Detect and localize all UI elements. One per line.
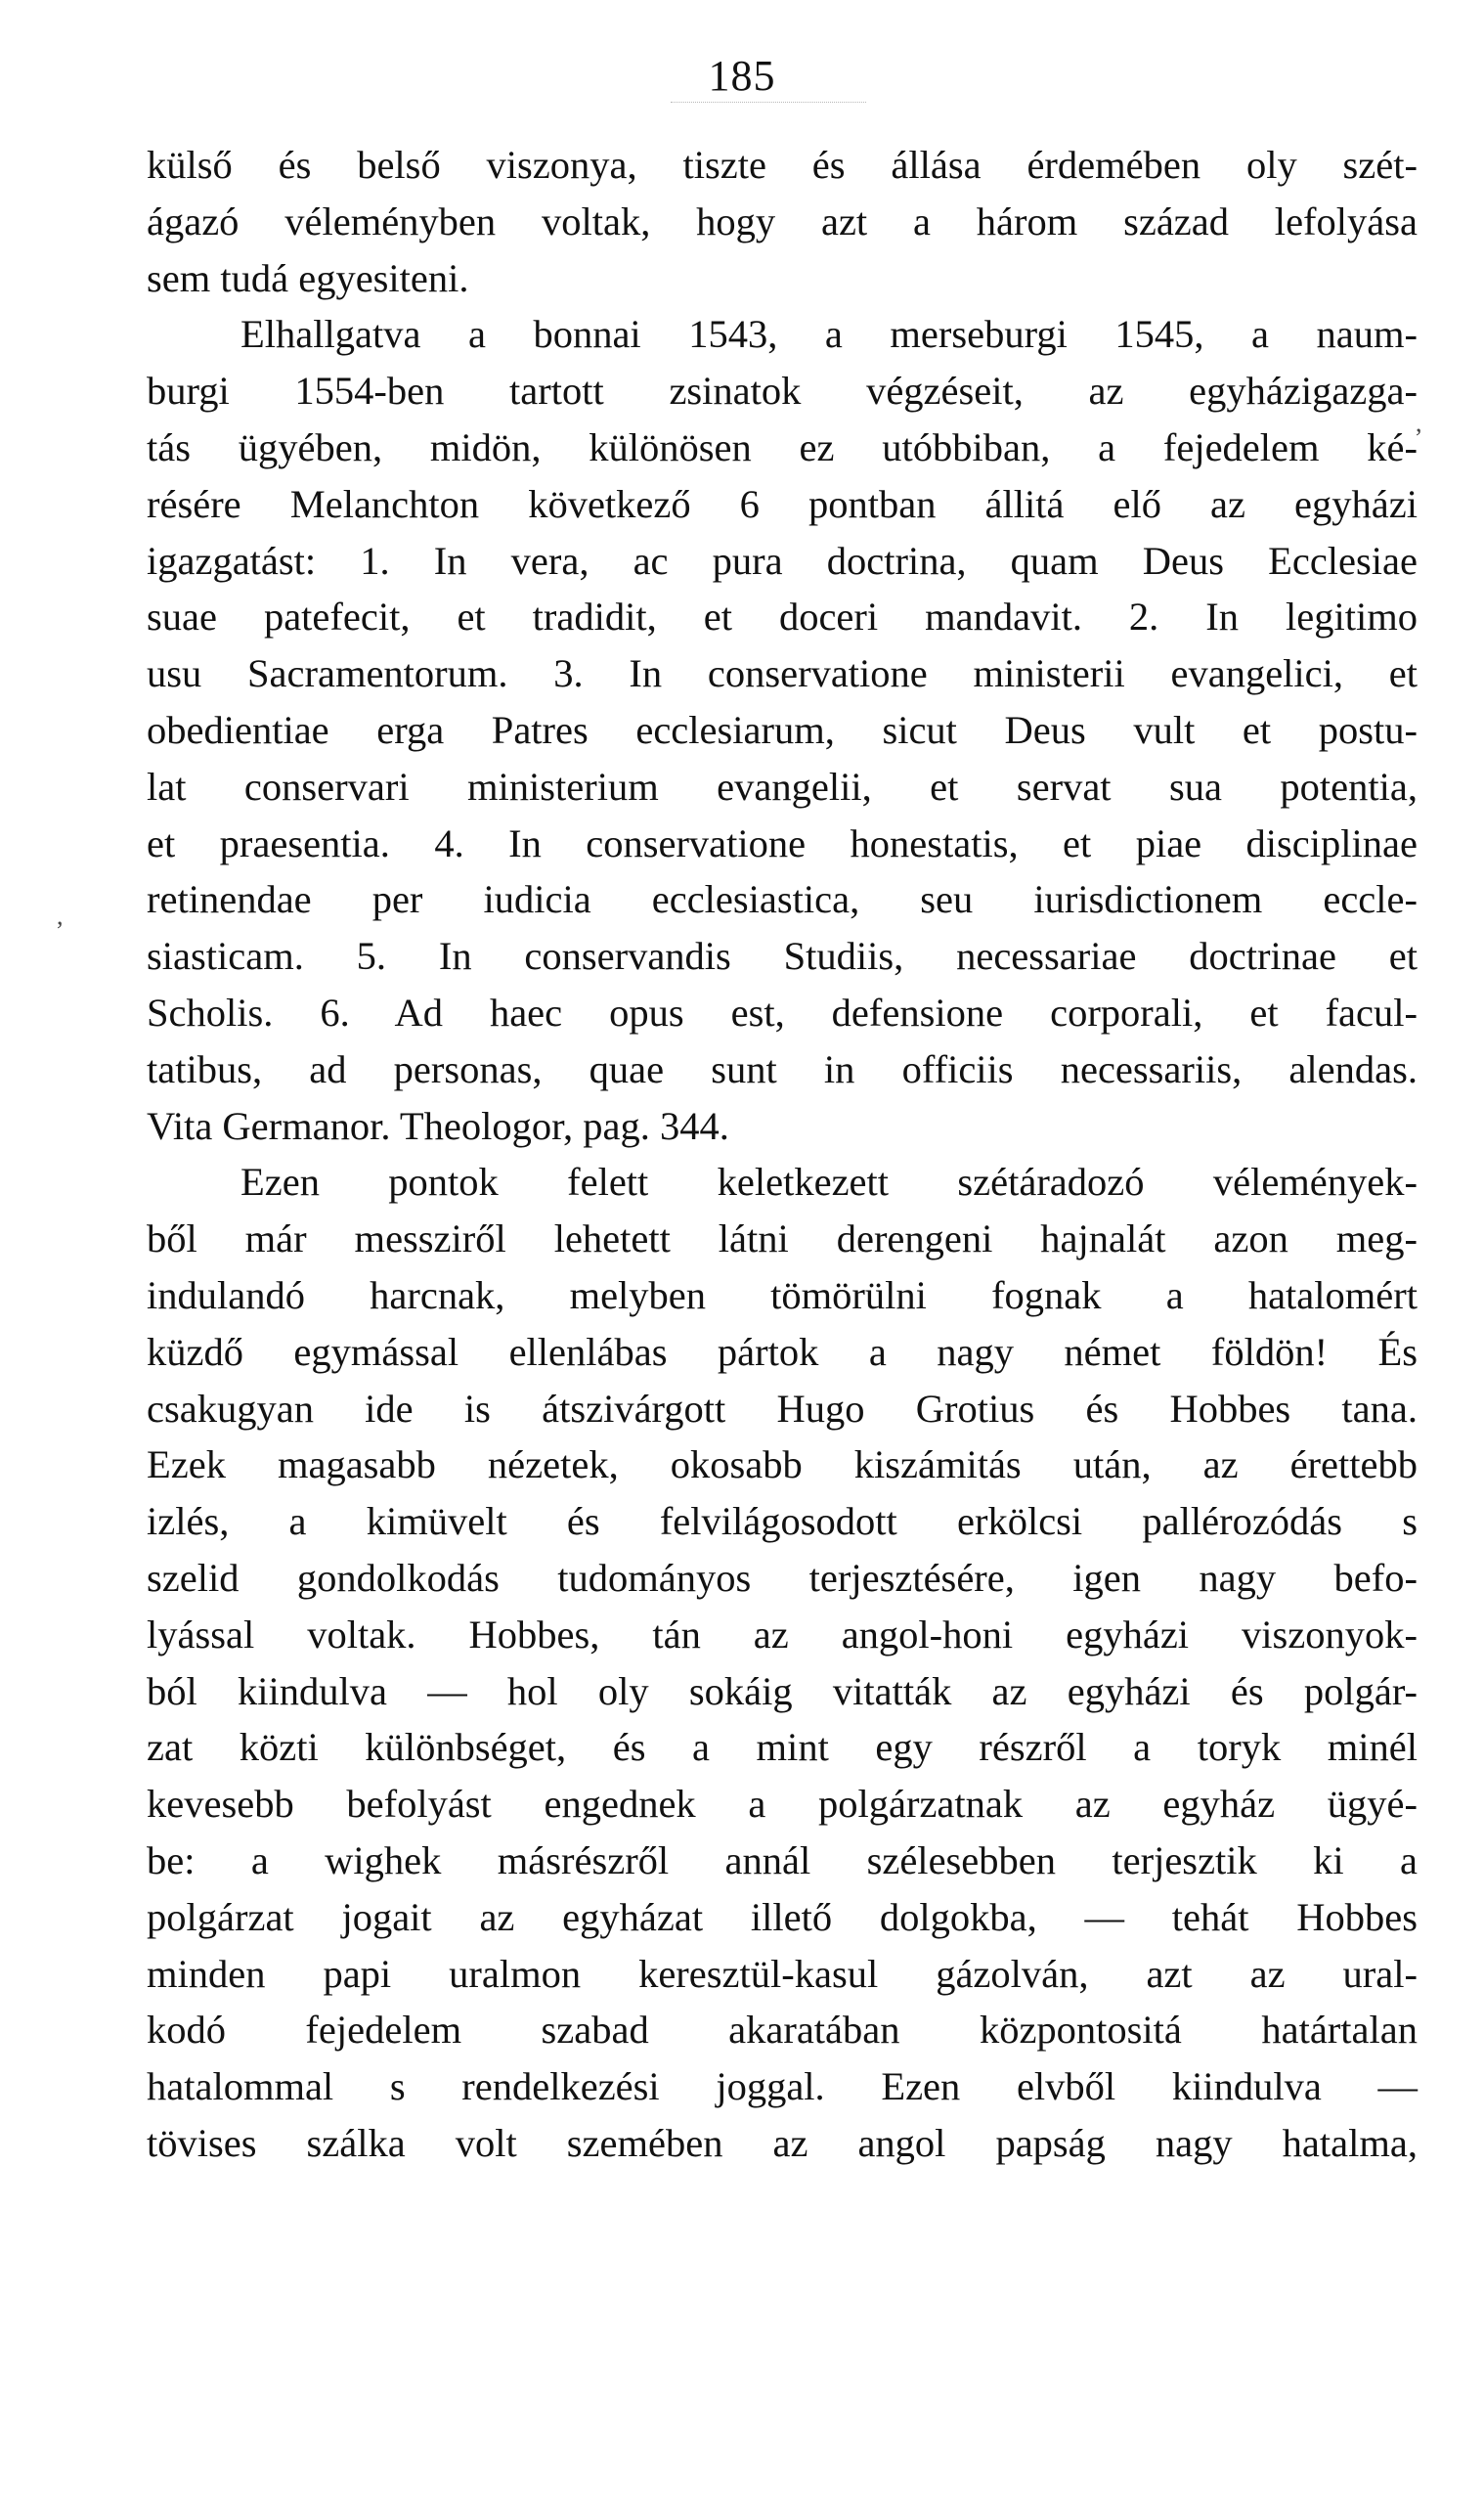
text-line: Ezen pontok felett keletkezett szétáradozó vélemények- xyxy=(240,1160,1418,1205)
text-line: szelid gondolkodás tudományos terjesztésére, igen nagy befo- xyxy=(147,1555,1418,1600)
body-text xyxy=(147,137,1418,2172)
text-line: Vita Germanor. Theologor, pag. 344. xyxy=(147,1103,729,1148)
page-number: 185 xyxy=(708,52,776,100)
text-line: küzdő egymással ellenlábas pártok a nagy német földön! És xyxy=(147,1329,1418,1374)
margin-mark: , xyxy=(57,902,64,930)
text-line: indulandó harcnak, melyben tömörülni fognak a hatalomért xyxy=(147,1272,1418,1317)
text-line: kevesebb befolyást engednek a polgárzatnak az egyház ügyé- xyxy=(147,1782,1418,1827)
text-line: hatalommal s rendelkezési joggal. Ezen elvből kiindulva — xyxy=(147,2064,1418,2109)
text-line: tás ügyében, midön, különösen ez utóbbiban, a fejedelem ké- xyxy=(147,424,1418,469)
text-line: usu Sacramentorum. 3. In conservatione ministerii evangelici, et xyxy=(147,651,1418,696)
text-line: Elhallgatva a bonnai 1543, a merseburgi 1545, a naum- xyxy=(240,312,1418,357)
text-line: tatibus, ad personas, quae sunt in officiis necessariis, alendas. xyxy=(147,1046,1418,1091)
text-line: be: a wighek másrészről annál szélesebben terjesztik ki a xyxy=(147,1837,1418,1882)
text-line: ből már messziről lehetett látni derengeni hajnalát azon meg- xyxy=(147,1216,1418,1261)
text-line: suae patefecit, et tradidit, et doceri mandavit. 2. In legitimo xyxy=(147,595,1418,640)
text-line: lyással voltak. Hobbes, tán az angol-honi egyházi viszonyok- xyxy=(147,1612,1418,1657)
text-line: kodó fejedelem szabad akaratában központositá határtalan xyxy=(147,2008,1418,2053)
text-line: burgi 1554-ben tartott zsinatok végzéseit, az egyházigazga- xyxy=(147,369,1418,414)
text-line: retinendae per iudicia ecclesiastica, seu iurisdictionem eccle- xyxy=(147,877,1418,922)
text-line: igazgatást: 1. In vera, ac pura doctrina, quam Deus Ecclesiae xyxy=(147,538,1418,583)
text-line: résére Melanchton következő 6 pontban állitá elő az egyházi xyxy=(147,481,1418,526)
margin-mark: , xyxy=(1416,409,1422,437)
header-rule xyxy=(671,102,866,103)
text-line: siasticam. 5. In conservandis Studiis, necessariae doctrinae et xyxy=(147,934,1418,979)
text-line: ból kiindulva — hol oly sokáig vitatták az egyházi és polgár- xyxy=(147,1668,1418,1713)
text-line: lat conservari ministerium evangelii, et servat sua potentia, xyxy=(147,764,1418,809)
text-line: et praesentia. 4. In conservatione honestatis, et piae disciplinae xyxy=(147,820,1418,865)
text-line: tövises szálka volt szemében az angol papság nagy hatalma, xyxy=(147,2120,1418,2165)
text-line: sem tudá egyesiteni. xyxy=(147,255,469,300)
text-line: polgárzat jogait az egyházat illető dolgokba, — tehát Hobbes xyxy=(147,1894,1418,1939)
text-line: zat közti különbséget, és a mint egy részről a toryk minél xyxy=(147,1725,1418,1770)
text-line: ágazó véleményben voltak, hogy azt a három század lefolyása xyxy=(147,199,1418,243)
text-line: külső és belső viszonya, tiszte és állása érdemében oly szét- xyxy=(147,143,1418,187)
text-line: Scholis. 6. Ad haec opus est, defensione corporali, et facul- xyxy=(147,990,1418,1035)
text-line: csakugyan ide is átszivárgott Hugo Grotius és Hobbes tana. xyxy=(147,1386,1418,1431)
text-line: obedientiae erga Patres ecclesiarum, sicut Deus vult et postu- xyxy=(147,707,1418,752)
text-line: minden papi uralmon keresztül-kasul gázolván, azt az ural- xyxy=(147,1951,1418,1996)
text-line: izlés, a kimüvelt és felvilágosodott erkölcsi pallérozódás s xyxy=(147,1499,1418,1544)
text-line: Ezek magasabb nézetek, okosabb kiszámitás után, az érettebb xyxy=(147,1442,1418,1487)
